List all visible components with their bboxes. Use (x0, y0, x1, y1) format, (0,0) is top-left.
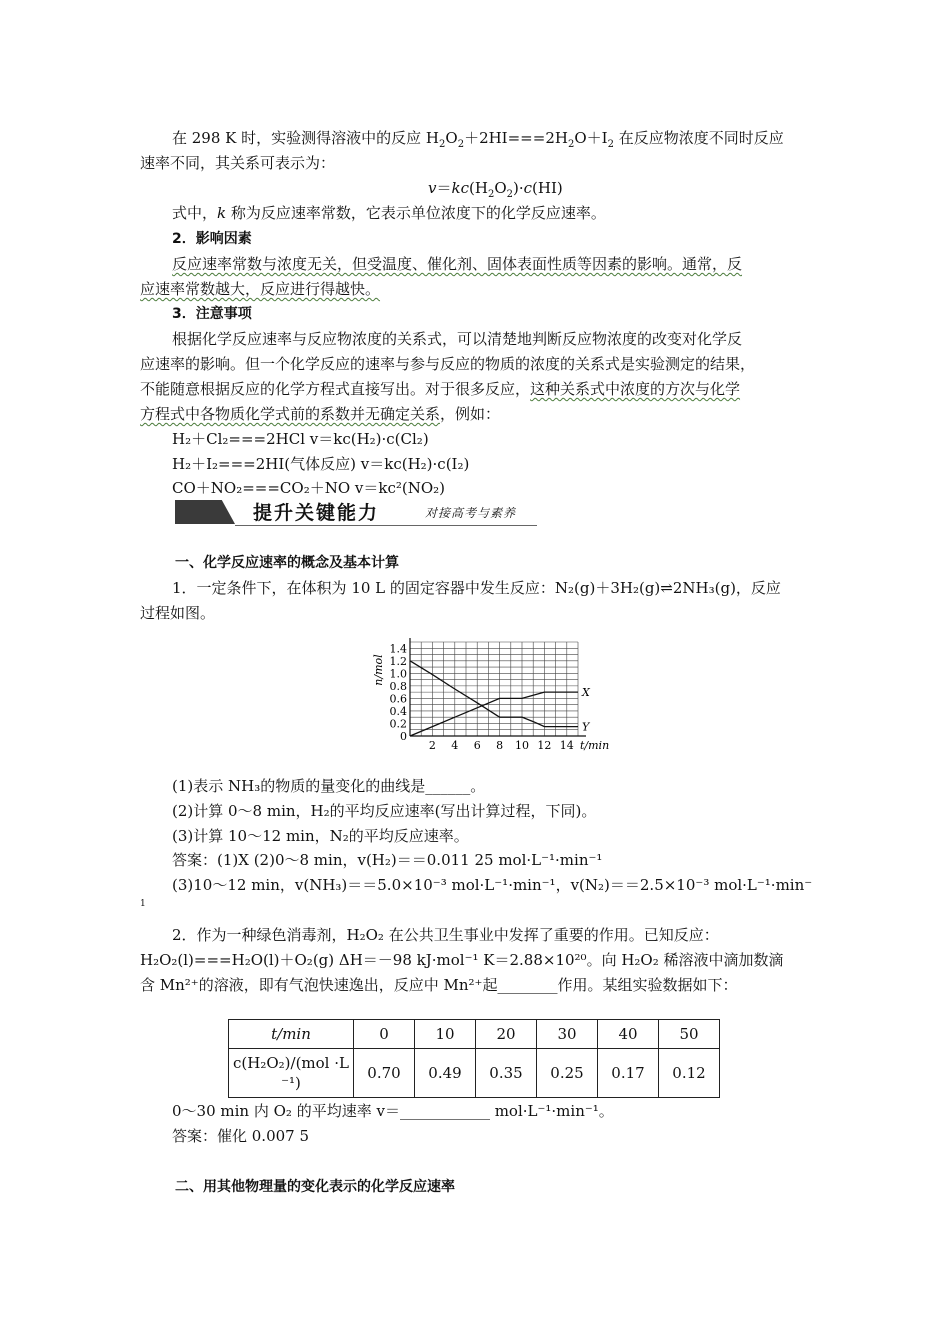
example-eq-3: CO＋NO₂===CO₂＋NO v＝kc²(NO₂) (172, 479, 446, 497)
table-header-label: t/min (229, 1020, 354, 1049)
section3-line-1: 根据化学反应速率与反应物浓度的关系式，可以清楚地判断反应物浓度的改变对化学反 (172, 330, 743, 348)
nmol-vs-time-chart (368, 632, 618, 754)
h2o2-data-table (228, 1019, 720, 1098)
rate-formula: $v=kc(H_2O_2)\cdot c(HI)$ (428, 179, 563, 200)
answer1-line-2: (3)10～12 min，v(NH₃)＝＝5.0×10⁻³ mol·L⁻¹·min⁻¹，v(N₂)＝＝2.5×10⁻³ mol·L⁻¹·min⁻ (172, 876, 813, 894)
q2-line-3: 含 Mn²⁺的溶液，即有气泡快速逸出，反应中 Mn²⁺起________作用。某组实验数据如下： (140, 976, 738, 994)
section3-line-3: 不能随意根据反应的化学方程式直接写出。对于很多反应，这种关系式中浓度的方次与化学 (140, 380, 741, 398)
answer1-line-3: 1 (140, 899, 146, 909)
x-tick-label: 10 (515, 739, 529, 752)
table-cell: 40 (598, 1020, 659, 1049)
intro-line-3: 式中，k 称为反应速率常数，它表示单位浓度下的化学反应速率。 (172, 204, 606, 222)
q1-part-2: (2)计算 0～8 min，H₂的平均反应速率(写出计算过程，下同)。 (172, 802, 597, 820)
q1-part-1: (1)表示 NH₃的物质的量变化的曲线是______。 (172, 777, 486, 795)
table-cell: 0.49 (415, 1049, 476, 1098)
x-tick-label: 2 (428, 739, 436, 752)
table-row (229, 1049, 720, 1098)
y-tick-label: 1.4 (389, 642, 407, 656)
section3-line-4: 方程式中各物质化学式前的系数并无确定关系，例如： (140, 405, 501, 423)
part2-heading: 二、用其他物理量的变化表示的化学反应速率 (175, 1179, 455, 1195)
intro-line-2: 速率不同，其关系可表示为： (140, 154, 336, 172)
series-label-X: X (582, 686, 590, 700)
table-cell: 0.25 (537, 1049, 598, 1098)
y-tick-label: 0.4 (389, 704, 407, 718)
q2-part-rate: 0～30 min 内 O₂ 的平均速率 v＝____________ mol·L⁻¹·min⁻¹。 (172, 1102, 614, 1120)
x-tick-label: 4 (451, 739, 459, 752)
y-tick-label: 1.2 (389, 654, 407, 668)
y-tick-label: 0.2 (389, 717, 407, 731)
y-tick-label: 0.6 (389, 692, 407, 706)
example-eq-1: H₂＋Cl₂===2HCl v＝kc(H₂)·c(Cl₂) (172, 430, 429, 448)
table-cell: 20 (476, 1020, 537, 1049)
table-cell: 0.70 (354, 1049, 415, 1098)
example-eq-2: H₂＋I₂===2HI(气体反应) v＝kc(H₂)·c(I₂) (172, 455, 470, 473)
x-axis-label: t/min (580, 739, 610, 752)
section3-heading: 3．注意事项 (172, 306, 252, 322)
table-cell: 10 (415, 1020, 476, 1049)
y-axis-label: n/mol (372, 654, 385, 686)
table-cell: 0 (354, 1020, 415, 1049)
table-cell: 0.12 (659, 1049, 720, 1098)
y-tick-label: 1.0 (389, 667, 407, 681)
table-cell: 0.35 (476, 1049, 537, 1098)
intro-line-1: 在 298 K 时，实验测得溶液中的反应 $H_2O_2+2HI===2H_2O+I_2$ 在反应物浓度不同时反应 (172, 129, 784, 150)
y-tick-label: 0.8 (389, 679, 407, 693)
table-cell: 0.17 (598, 1049, 659, 1098)
origin-label: 0 (400, 730, 407, 743)
series-line-Y (410, 661, 578, 727)
answer2: 答案：催化 0.007 5 (172, 1127, 310, 1145)
banner-dark-block (175, 500, 235, 524)
table-row (229, 1020, 720, 1049)
q2-line-2: H₂O₂(l)===H₂O(l)＋O₂(g) ΔH＝－98 kJ·mol⁻¹ K＝2.88×10²⁰。向 H₂O₂ 稀溶液中滴加数滴 (140, 951, 784, 969)
q1-part-3: (3)计算 10～12 min，N₂的平均反应速率。 (172, 827, 469, 845)
q2-line-1: 2．作为一种绿色消毒剂，H₂O₂ 在公共卫生事业中发挥了重要的作用。已知反应： (172, 926, 719, 944)
table-cell: 30 (537, 1020, 598, 1049)
x-tick-label: 12 (537, 739, 552, 752)
part1-heading: 一、化学反应速率的概念及基本计算 (175, 555, 399, 571)
x-tick-label: 6 (473, 739, 481, 752)
section3-line-2: 应速率的影响。但一个化学反应的速率与参与反应的物质的浓度的关系式是实验测定的结果， (140, 355, 756, 373)
x-tick-label: 8 (496, 739, 504, 752)
x-tick-label: 14 (559, 739, 574, 752)
banner-subtitle: 对接高考与素养 (425, 506, 517, 520)
section2-line-2: 应速率常数越大，反应进行得越快。 (140, 280, 381, 298)
table-cell: 50 (659, 1020, 720, 1049)
banner-title: 提升关键能力 (253, 502, 380, 524)
section2-heading: 2．影响因素 (172, 231, 252, 247)
answer1-line-1: 答案：(1)X (2)0～8 min，v(H₂)＝＝0.011 25 mol·L⁻¹·min⁻¹ (172, 851, 603, 869)
section2-line-1: 反应速率常数与浓度无关，但受温度、催化剂、固体表面性质等因素的影响。通常，反 (172, 255, 743, 273)
q1-line-2: 过程如图。 (140, 604, 216, 622)
q1-line-1: 1．一定条件下，在体积为 10 L 的固定容器中发生反应：N₂(g)＋3H₂(g)⇌2NH₃(g)，反应 (172, 579, 781, 597)
series-label-Y: Y (582, 720, 590, 734)
section-banner (175, 498, 537, 526)
banner-rule (235, 525, 537, 526)
table-row-label: c(H₂O₂)/(mol ·L ⁻¹) (229, 1049, 354, 1098)
